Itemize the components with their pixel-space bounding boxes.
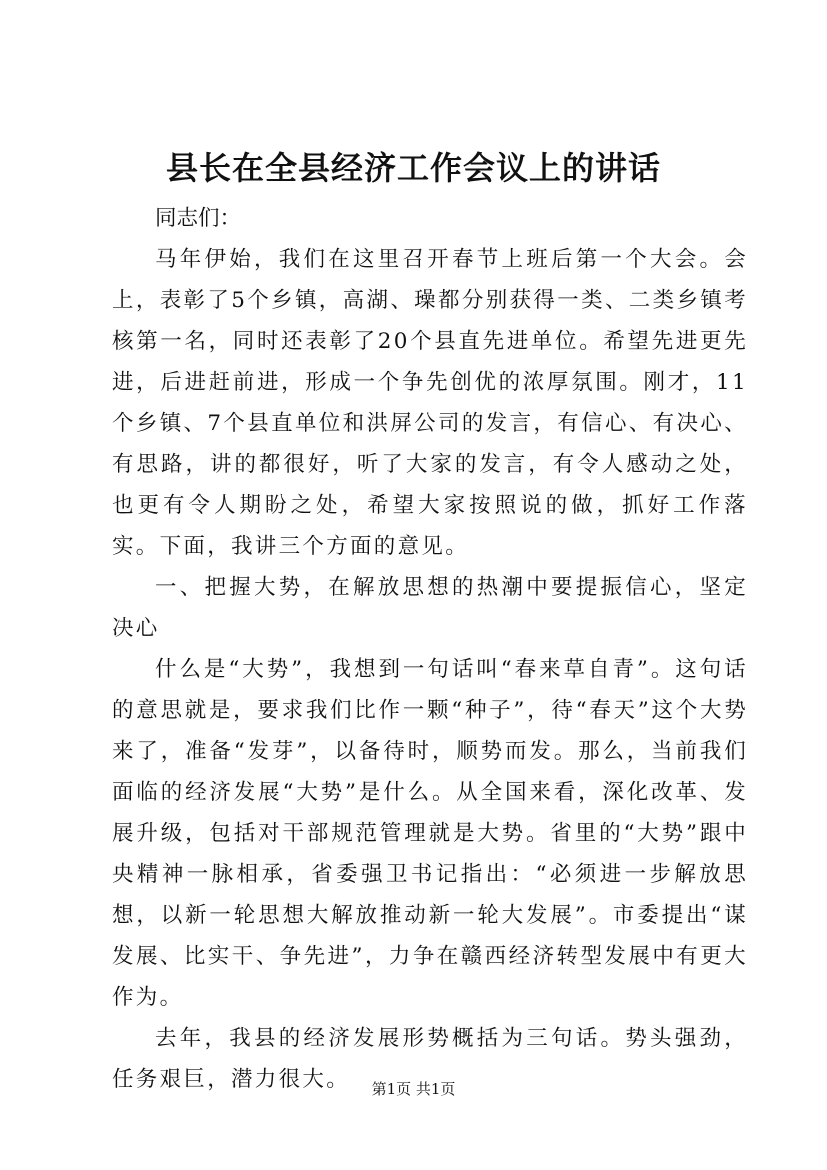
section-heading: 一、把握大势，在解放思想的热潮中要提振信心，坚定决心 — [112, 575, 748, 641]
document-title: 县长在全县经济工作会议上的讲话 — [165, 149, 661, 187]
document-body — [112, 198, 748, 1100]
greeting: 同志们： — [155, 206, 242, 231]
page-footer: 第1页 共1页 — [371, 1080, 456, 1098]
paragraph-last-year: 去年，我县的经济发展形势概括为三句话。势头强劲，任务艰巨，潜力很大。 — [112, 1026, 748, 1092]
paragraph-trend: 什么是“大势”，我想到一句话叫“春来草自青”。这句话的意思就是，要求我们比作一颗“种子”，待“春天”这个大势来了，准备“发芽”，以备待时，顺势而发。那么，当前我们面临的经济发展“大势”是什么。从全国来看，深化改革、发展升级，包括对干部规范管理就是大势。省里的“大势”跟中央精神一脉相承，省委强卫书记指出：“必须进一步解放思想，以新一轮思想大解放推动新一轮大发展”。市委提出“谋发展、比实干、争先进”，力争在赣西经济转型发展中有更大作为。 — [112, 657, 748, 1010]
paragraph-opening: 马年伊始，我们在这里召开春节上班后第一个大会。会上，表彰了5个乡镇，高湖、璪都分别获得一类、二类乡镇考核第一名，同时还表彰了20个县直先进单位。希望先进更先进，后进赶前进，形成一个争先创优的浓厚氛围。刚才，11个乡镇、7个县直单位和洪屏公司的发言，有信心、有决心、有思路，讲的都很好，听了大家的发言，有令人感动之处，也更有令人期盼之处，希望大家按照说的做，抓好工作落实。下面，我讲三个方面的意见。 — [112, 247, 748, 559]
